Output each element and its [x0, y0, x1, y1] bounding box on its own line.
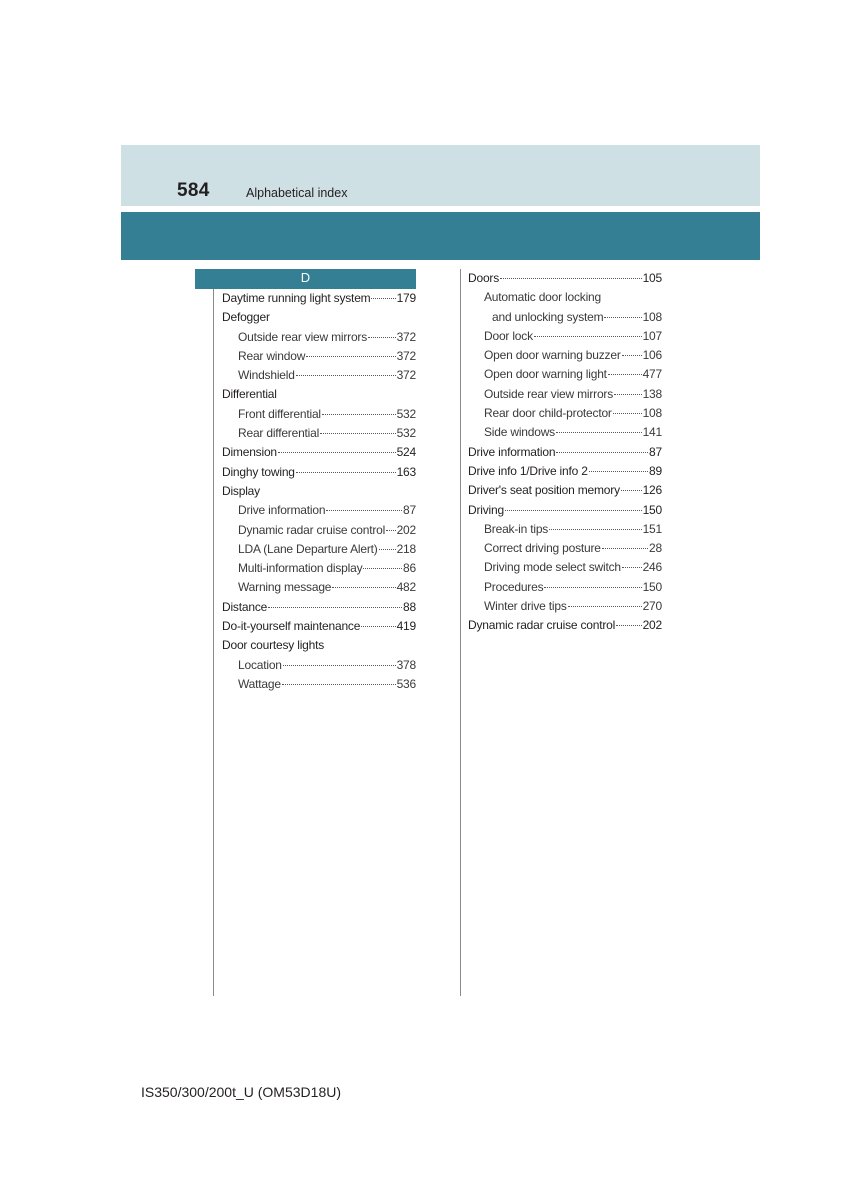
index-entry-term: Outside rear view mirrors [484, 386, 614, 401]
index-entry [222, 501, 416, 520]
index-entry [468, 481, 662, 500]
dot-leader [505, 510, 642, 511]
index-entry [468, 365, 662, 384]
index-entry-term: Do-it-yourself maintenance [222, 619, 361, 634]
index-entry-page: 532 [396, 406, 416, 421]
index-entry-page: 524 [396, 445, 416, 460]
index-entry-term: Windshield [238, 368, 295, 383]
index-entry [222, 482, 416, 501]
index-entry [468, 616, 662, 635]
index-entry-term: Correct driving posture [484, 541, 601, 556]
dot-leader [604, 317, 641, 318]
center-column-rule [460, 269, 461, 996]
index-entry [222, 347, 416, 366]
index-entry-term: Rear differential [238, 426, 320, 441]
dot-leader [500, 278, 642, 279]
dot-leader [363, 568, 402, 569]
index-entry [468, 539, 662, 558]
dot-leader [368, 337, 396, 338]
index-entry-page: 28 [649, 541, 662, 556]
index-entry [222, 559, 416, 578]
index-entry-page: 378 [396, 657, 416, 672]
dot-leader [534, 336, 642, 337]
dot-leader [278, 452, 396, 453]
index-entry [468, 558, 662, 577]
index-entry-term: Drive info 1/Drive info 2 [468, 463, 588, 478]
index-entry-term: Open door warning buzzer [484, 348, 621, 363]
index-entry [468, 327, 662, 346]
index-entry-page: 105 [642, 271, 662, 285]
index-entry [222, 578, 416, 597]
index-entry-term: Daytime running light system [222, 291, 371, 305]
index-entry [222, 424, 416, 443]
index-entry-page: 87 [649, 444, 662, 459]
index-entry-page: 246 [642, 560, 662, 575]
index-entry [222, 385, 416, 404]
index-entry-term: Door courtesy lights [222, 638, 325, 653]
index-entry-page: 138 [642, 386, 662, 401]
dot-leader [613, 413, 642, 414]
dot-leader [322, 414, 396, 415]
index-entry-page: 477 [642, 367, 662, 382]
dot-leader [556, 432, 642, 433]
index-entry [222, 656, 416, 675]
index-entry-term: Dynamic radar cruise control [468, 618, 616, 633]
index-entry-page: 141 [642, 425, 662, 440]
dot-leader [320, 433, 395, 434]
index-entry [468, 423, 662, 442]
index-entry-page: 108 [642, 309, 662, 324]
index-entry-page: 419 [396, 619, 416, 634]
index-entry-page: 126 [642, 483, 662, 498]
header-accent-bar [121, 212, 760, 260]
index-entry-term: Break-in tips [484, 521, 549, 536]
dot-leader [283, 665, 396, 666]
index-entry-term: LDA (Lane Departure Alert) [238, 541, 378, 556]
dot-leader [621, 490, 642, 491]
index-entry [222, 521, 416, 540]
index-entry-term: Display [222, 483, 260, 498]
dot-leader [379, 549, 396, 550]
index-letter-heading: D [195, 269, 416, 289]
index-entry-term: Winter drive tips [484, 599, 567, 614]
index-entry [222, 328, 416, 347]
index-entry-page: 151 [642, 521, 662, 536]
dot-leader [568, 606, 642, 607]
index-entry-term: and unlocking system [492, 309, 604, 324]
index-entry [222, 308, 416, 327]
index-entry [468, 269, 662, 288]
index-entry [468, 462, 662, 481]
index-entry-term: Driving [468, 502, 504, 517]
index-entry-term: Doors [468, 271, 500, 285]
index-entry-term: Differential [222, 387, 277, 402]
index-entry-term: Side windows [484, 425, 555, 440]
index-entry [222, 598, 416, 617]
index-entry-term: Driving mode select switch [484, 560, 621, 575]
index-entry-term: Multi-information display [238, 561, 363, 576]
dot-leader [326, 510, 402, 511]
index-entry-page: 87 [403, 503, 416, 518]
index-entry-page: 88 [403, 599, 416, 614]
section-title: Alphabetical index [246, 186, 348, 200]
dot-leader [616, 625, 641, 626]
index-entry [468, 443, 662, 462]
index-entry-page: 482 [396, 580, 416, 595]
dot-leader [296, 472, 396, 473]
index-entry-term: Wattage [238, 676, 281, 691]
index-entry-term: Door lock [484, 328, 533, 343]
index-entry-page: 108 [642, 406, 662, 421]
index-entry-page: 532 [396, 426, 416, 441]
index-entry [222, 636, 416, 655]
index-entry-term: Distance [222, 599, 268, 614]
index-entry-page: 150 [642, 502, 662, 517]
index-entry [222, 617, 416, 636]
index-entry [222, 675, 416, 694]
index-entry [468, 404, 662, 423]
index-entry-page: 86 [403, 561, 416, 576]
index-entry-page: 372 [396, 348, 416, 363]
index-entry-term: Front differential [238, 406, 321, 421]
dot-leader [608, 374, 642, 375]
dot-leader [306, 356, 395, 357]
index-entry-term: Rear door child-protector [484, 406, 612, 421]
index-entry-page: 372 [396, 329, 416, 344]
index-column-right [468, 269, 662, 636]
index-entry [468, 597, 662, 616]
page-number: 584 [177, 180, 210, 201]
dot-leader [282, 684, 396, 685]
dot-leader [602, 548, 648, 549]
index-entry-page: 106 [642, 348, 662, 363]
index-entry-page: 150 [642, 579, 662, 594]
index-entry-page: 179 [396, 291, 416, 305]
index-entry-term: Driver's seat position memory [468, 483, 620, 498]
index-entry-term: Rear window [238, 348, 306, 363]
index-entry-page: 202 [396, 522, 416, 537]
index-entry-page: 107 [642, 328, 662, 343]
dot-leader [386, 530, 395, 531]
index-entry [468, 308, 662, 327]
dot-leader [371, 298, 395, 299]
index-entry [222, 443, 416, 462]
index-entry [222, 289, 416, 308]
dot-leader [268, 607, 402, 608]
dot-leader [544, 587, 641, 588]
index-entry-page: 270 [642, 599, 662, 614]
index-entry [468, 385, 662, 404]
index-entry-term: Location [238, 657, 282, 672]
index-entry [222, 463, 416, 482]
index-entry-page: 163 [396, 464, 416, 479]
index-entry-term: Open door warning light [484, 367, 607, 382]
index-entry [468, 501, 662, 520]
index-column-left [222, 289, 416, 694]
index-entry-term: Outside rear view mirrors [238, 329, 368, 344]
index-entry-page: 218 [396, 541, 416, 556]
index-entry-term: Procedures [484, 579, 544, 594]
index-entry-term: Automatic door locking [484, 290, 601, 305]
dot-leader [589, 471, 648, 472]
dot-leader [614, 394, 642, 395]
index-entry-page: 372 [396, 368, 416, 383]
left-column-rule [213, 289, 214, 996]
index-entry [222, 366, 416, 385]
index-entry-term: Drive information [468, 444, 556, 459]
index-entry-term: Dimension [222, 445, 277, 460]
index-entry-term: Defogger [222, 310, 270, 325]
index-entry [468, 288, 662, 307]
index-entry-term: Dinghy towing [222, 464, 295, 479]
index-entry [222, 405, 416, 424]
dot-leader [622, 355, 642, 356]
index-entry-page: 89 [649, 463, 662, 478]
dot-leader [332, 587, 395, 588]
index-entry-term: Drive information [238, 503, 326, 518]
dot-leader [549, 529, 641, 530]
index-entry [468, 346, 662, 365]
index-entry-page: 202 [642, 618, 662, 633]
index-entry [468, 520, 662, 539]
dot-leader [556, 452, 648, 453]
header-band [121, 145, 760, 206]
index-entry [468, 578, 662, 597]
dot-leader [361, 626, 395, 627]
dot-leader [296, 375, 396, 376]
index-entry-term: Warning message [238, 580, 332, 595]
index-entry [222, 540, 416, 559]
model-code-footer: IS350/300/200t_U (OM53D18U) [141, 1084, 341, 1100]
index-entry-term: Dynamic radar cruise control [238, 522, 386, 537]
index-entry-page: 536 [396, 676, 416, 691]
dot-leader [622, 567, 642, 568]
